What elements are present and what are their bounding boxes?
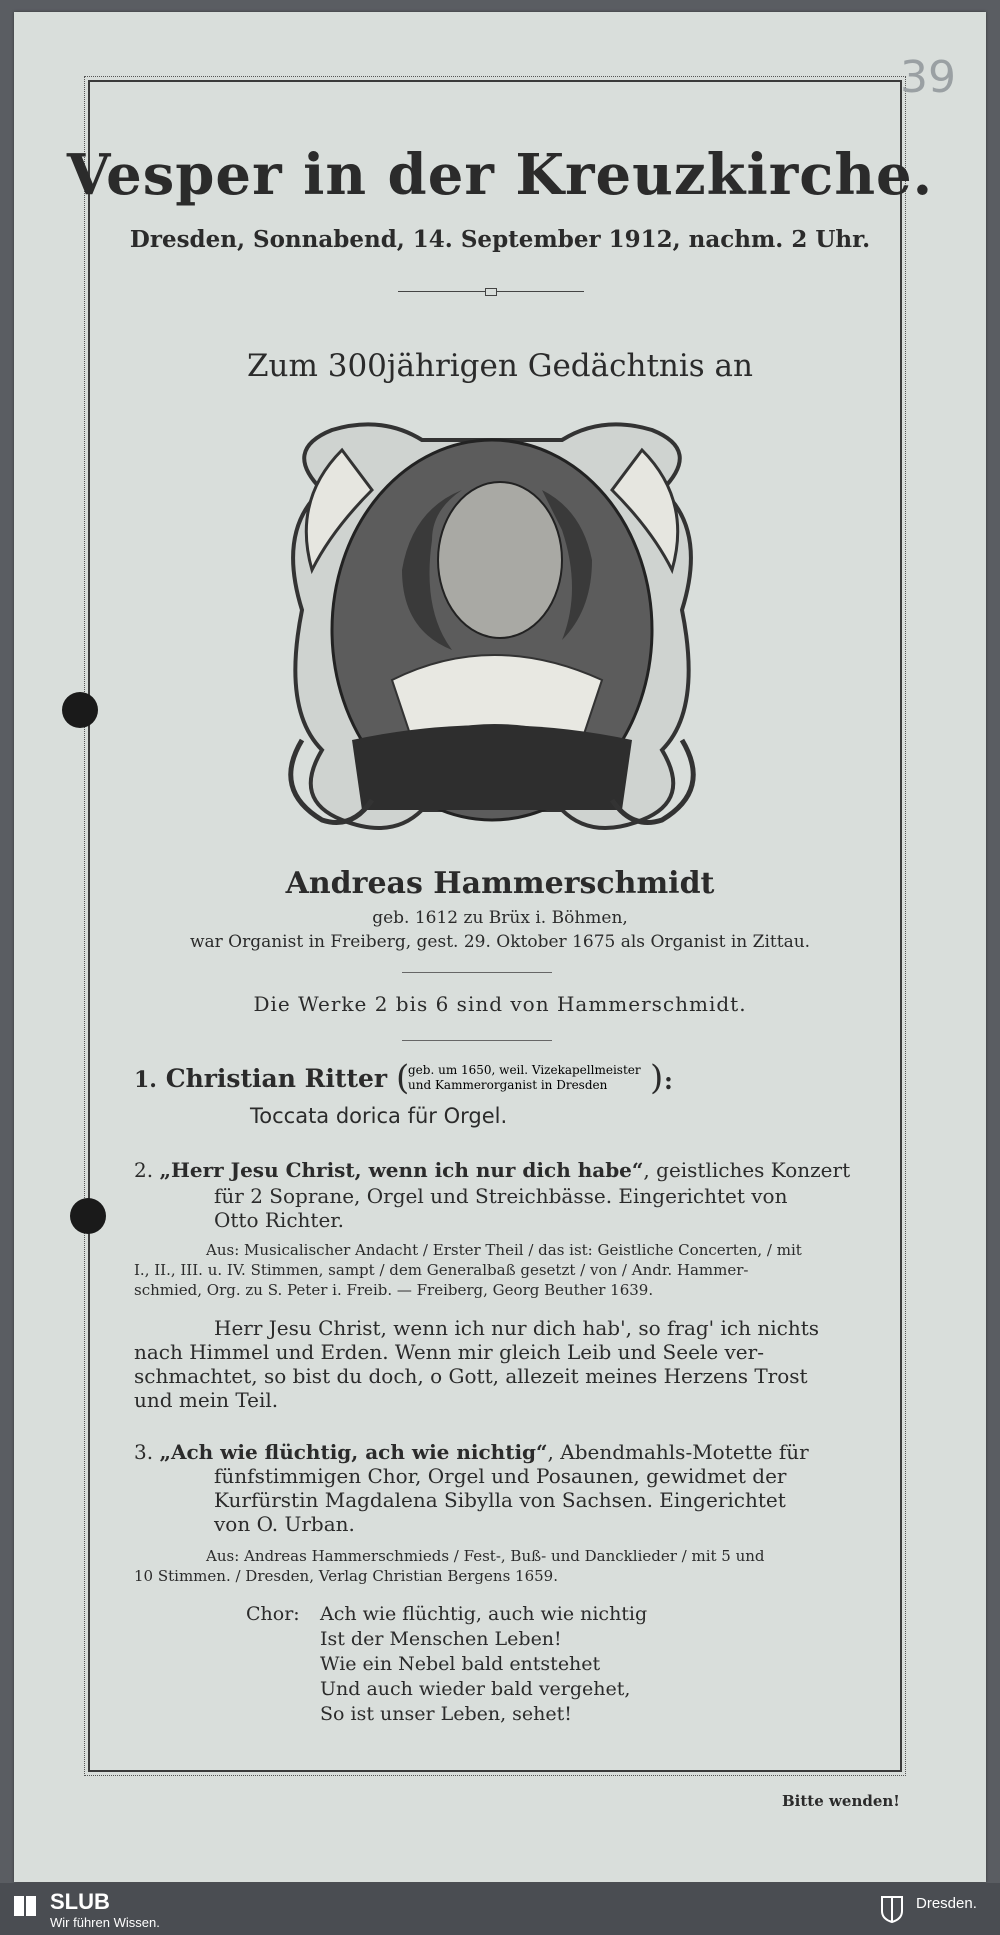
composer-birth: geb. 1612 zu Brüx i. Böhmen,: [372, 908, 628, 928]
item-description: , Abendmahls-Motette für: [547, 1440, 809, 1464]
item-composer: Christian Ritter: [165, 1064, 388, 1093]
item-source: Aus: Musicalischer Andacht / Erster Theil / das ist: Geistliche Concerten, / mit: [206, 1241, 802, 1259]
punch-hole-top: [62, 692, 98, 728]
dresden-logo-text[interactable]: Dresden.: [916, 1895, 977, 1912]
dresden-crest-icon: [880, 1895, 904, 1923]
item-source: Aus: Andreas Hammerschmieds / Fest-, Buß- und Dancklieder / mit 5 und: [206, 1547, 765, 1565]
works-note: Die Werke 2 bis 6 sind von Hammerschmidt.: [253, 992, 747, 1016]
memorial-heading: Zum 300jährigen Gedächtnis an: [246, 348, 754, 384]
composer-name: Andreas Hammerschmidt: [285, 866, 715, 901]
item-description: für 2 Soprane, Orgel und Streichbässe. Eingerichtet von: [214, 1184, 788, 1208]
turn-over-note: Bitte wenden!: [782, 1792, 900, 1810]
item-lyrics: und mein Teil.: [134, 1388, 279, 1412]
item-description: Otto Richter.: [214, 1208, 344, 1232]
page-title: Vesper in der Kreuzkirche.: [66, 142, 934, 208]
item-title: „Ach wie flüchtig, ach wie nichtig“: [159, 1440, 548, 1464]
composer-note-line: und Kammerorganist in Dresden: [408, 1078, 608, 1092]
poem-line: Wie ein Nebel bald entstehet: [320, 1653, 601, 1675]
divider-ornament: [485, 288, 497, 296]
open-paren: (: [396, 1058, 410, 1098]
composer-portrait: [262, 410, 722, 850]
program-item-3: [134, 1440, 809, 1464]
program-item-1: [134, 1064, 387, 1093]
poem-line: Und auch wieder bald vergehet,: [320, 1678, 631, 1700]
slub-claim: Wir führen Wissen.: [50, 1915, 160, 1930]
item-description: von O. Urban.: [214, 1512, 355, 1536]
footer-bar: [0, 1883, 1000, 1935]
section-divider: [402, 972, 552, 973]
item-number: 1.: [134, 1067, 157, 1093]
item-source: 10 Stimmen. / Dresden, Verlag Christian Bergens 1659.: [134, 1567, 558, 1585]
composer-note: [408, 1063, 641, 1093]
item-source: schmied, Org. zu S. Peter i. Freib. — Freiberg, Georg Beuther 1639.: [134, 1281, 654, 1299]
slub-logo-text[interactable]: SLUB: [50, 1889, 110, 1914]
punch-hole-bottom: [70, 1198, 106, 1234]
item-description: Kurfürstin Magdalena Sibylla von Sachsen. Eingerichtet: [214, 1488, 786, 1512]
item-lyrics: nach Himmel und Erden. Wenn mir gleich Leib und Seele ver-: [134, 1340, 764, 1364]
item-lyrics: Herr Jesu Christ, wenn ich nur dich hab', so frag' ich nichts: [214, 1316, 820, 1340]
close-paren: ): [650, 1058, 664, 1098]
poem-line: Ach wie flüchtig, auch wie nichtig: [320, 1603, 648, 1625]
composer-note-line: geb. um 1650, weil. Vizekapellmeister: [408, 1063, 641, 1077]
item-description: , geistliches Konzert: [643, 1158, 851, 1182]
section-divider: [402, 1040, 552, 1041]
item-description: fünfstimmigen Chor, Orgel und Posaunen, gewidmet der: [214, 1464, 787, 1488]
item-work: Toccata dorica für Orgel.: [250, 1104, 508, 1128]
book-icon: [12, 1893, 38, 1919]
poem-line: So ist unser Leben, sehet!: [320, 1703, 572, 1725]
poem-line: Ist der Menschen Leben!: [320, 1628, 562, 1650]
composer-career: war Organist in Freiberg, gest. 29. Oktober 1675 als Organist in Zittau.: [189, 932, 811, 952]
handwritten-page-number: 39: [900, 52, 956, 103]
chor-label: Chor:: [246, 1603, 300, 1625]
item-lyrics: schmachtet, so bist du doch, o Gott, allezeit meines Herzens Trost: [134, 1364, 808, 1388]
item-source: I., II., III. u. IV. Stimmen, sampt / dem Generalbaß gesetzt / von / Andr. Hammer-: [134, 1261, 749, 1279]
program-item-2: [134, 1158, 850, 1182]
item-colon: :: [664, 1066, 673, 1095]
event-date: Dresden, Sonnabend, 14. September 1912, nachm. 2 Uhr.: [129, 226, 871, 253]
item-title: „Herr Jesu Christ, wenn ich nur dich habe“: [159, 1158, 644, 1182]
item-number: 3.: [134, 1440, 154, 1464]
item-number: 2.: [134, 1158, 154, 1182]
